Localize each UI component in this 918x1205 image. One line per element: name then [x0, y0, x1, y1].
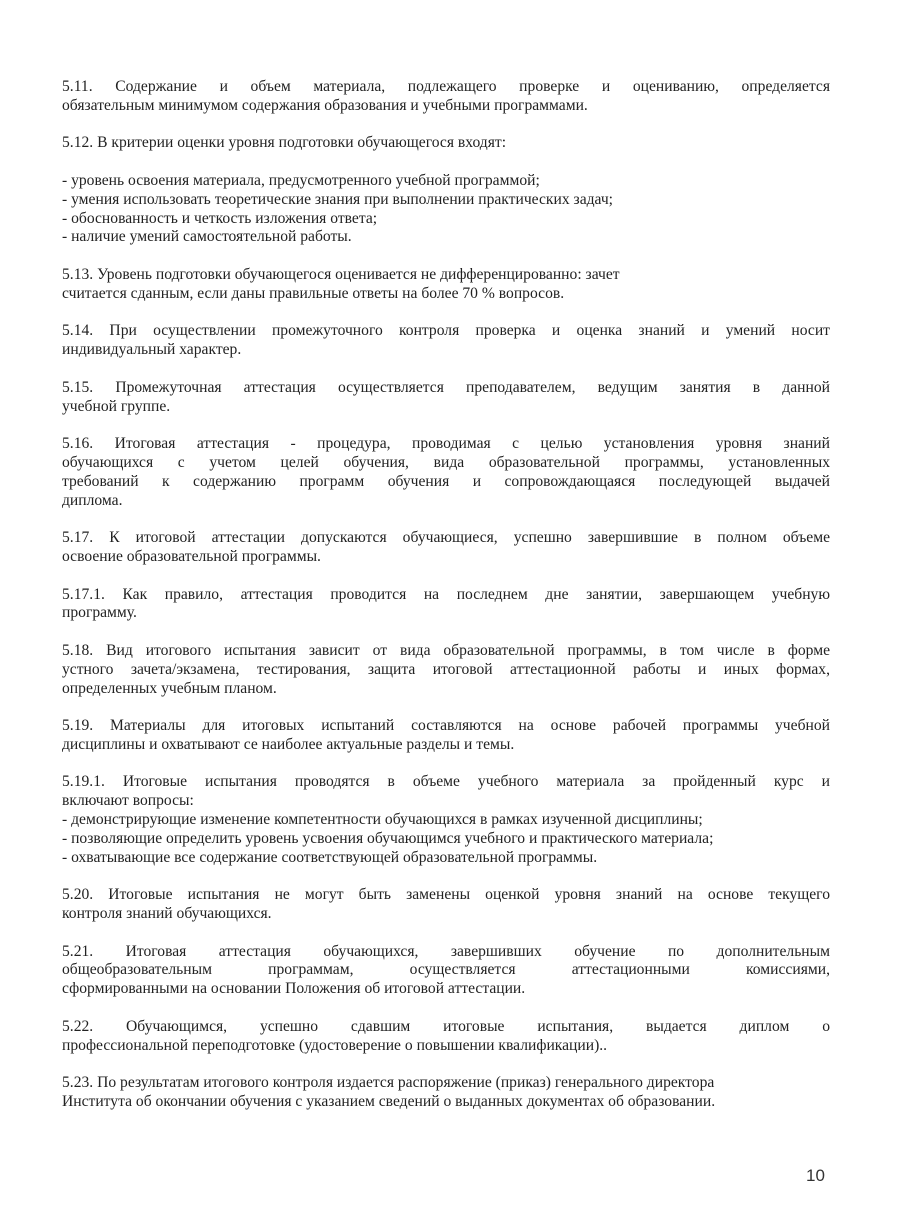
- text-line: 5.22. Обучающимся, успешно сдавшим итоговые испытания, выдается диплом о: [62, 1017, 830, 1035]
- text-line: учебной группе.: [62, 397, 171, 415]
- paragraph-5-19-1: [62, 773, 830, 867]
- text-line: устного зачета/экзамена, тестирования, защита итоговой аттестационной работы и иных формах,: [62, 660, 830, 678]
- text-line: 5.20. Итоговые испытания не могут быть заменены оценкой уровня знаний на основе текущего: [62, 886, 830, 904]
- text-line: включают вопросы:: [62, 792, 194, 810]
- text-line: 5.13. Уровень подготовки обучающегося оценивается не дифференцированно: зачет: [62, 265, 620, 283]
- paragraph-5-17-1: [62, 586, 830, 624]
- text-line: 5.18. Вид итогового испытания зависит от вида образовательной программы, в том числе в форме: [62, 641, 830, 659]
- list-item: - обоснованность и четкость изложения ответа;: [62, 209, 378, 227]
- paragraph-5-23: [62, 1074, 830, 1112]
- text-line: программу.: [62, 604, 137, 622]
- list-item: - позволяющие определить уровень усвоения обучающимся учебного и практического материала;: [62, 829, 714, 847]
- text-line: 5.21. Итоговая аттестация обучающихся, завершивших обучение по дополнительным: [62, 942, 830, 960]
- text-line: 5.17.1. Как правило, аттестация проводится на последнем дне занятии, завершающем учебную: [62, 585, 830, 603]
- text-line: 5.11. Содержание и объем материала, подлежащего проверке и оцениванию, определяется: [62, 78, 830, 95]
- text-line: диплома.: [62, 491, 123, 509]
- text-line: Института об окончании обучения с указанием сведений о выданных документах об образовании.: [62, 1093, 716, 1111]
- paragraph-5-16: [62, 435, 830, 510]
- text-line: индивидуальный характер.: [62, 341, 242, 359]
- list-item: - охватывающие все содержание соответствующей образовательной программы.: [62, 848, 598, 866]
- text-line: 5.16. Итоговая аттестация - процедура, проводимая с целью установления уровня знаний: [62, 435, 830, 453]
- paragraph-5-14: [62, 322, 830, 360]
- paragraph-5-11: [62, 78, 830, 116]
- paragraph-5-19: [62, 717, 830, 755]
- list-item: - демонстрирующие изменение компетентности обучающихся в рамках изученной дисциплины;: [62, 811, 703, 829]
- text-line: сформированными на основании Положения об итоговой аттестации.: [62, 980, 526, 998]
- text-line: освоение образовательной программы.: [62, 547, 321, 565]
- text-line: контроля знаний обучающихся.: [62, 905, 272, 923]
- paragraph-5-15: [62, 379, 830, 417]
- criteria-list: [62, 172, 830, 247]
- paragraph-5-13: [62, 266, 830, 304]
- paragraph-5-18: [62, 642, 830, 698]
- list-item: - наличие умений самостоятельной работы.: [62, 228, 352, 246]
- text-line: 5.23. По результатам итогового контроля издается распоряжение (приказ) генерального директора: [62, 1074, 715, 1092]
- paragraph-5-21: [62, 943, 830, 999]
- text-line: требований к содержанию программ обучения и сопровождающаяся последующей выдачей: [62, 472, 830, 490]
- text-line: 5.12. В критерии оценки уровня подготовки обучающегося входят:: [62, 134, 507, 152]
- paragraph-5-22: [62, 1018, 830, 1056]
- page-number: 10: [806, 1166, 825, 1185]
- document-body: [62, 78, 830, 1131]
- text-line: считается сданным, если даны правильные ответы на более 70 % вопросов.: [62, 284, 565, 302]
- paragraph-5-17: [62, 529, 830, 567]
- text-line: 5.19. Материалы для итоговых испытаний составляются на основе рабочей программы учебной: [62, 717, 830, 735]
- text-line: определенных учебным планом.: [62, 679, 277, 697]
- text-line: 5.19.1. Итоговые испытания проводятся в объеме учебного материала за пройденный курс и: [62, 773, 830, 791]
- text-line: обучающихся с учетом целей обучения, вида образовательной программы, установленных: [62, 453, 830, 471]
- text-line: обязательным минимумом содержания образования и учебными программами.: [62, 96, 588, 114]
- text-line: 5.15. Промежуточная аттестация осуществляется преподавателем, ведущим занятия в данной: [62, 378, 830, 396]
- list-item: - умения использовать теоретические знания при выполнении практических задач;: [62, 190, 614, 208]
- paragraph-5-20: [62, 886, 830, 924]
- text-line: дисциплины и охватывают се наиболее актуальные разделы и темы.: [62, 735, 515, 753]
- text-line: общеобразовательным программам, осуществляется аттестационными комиссиями,: [62, 961, 830, 979]
- text-line: 5.17. К итоговой аттестации допускаются обучающиеся, успешно завершившие в полном объеме: [62, 529, 830, 547]
- paragraph-5-12: [62, 134, 830, 153]
- text-line: 5.14. При осуществлении промежуточного контроля проверка и оценка знаний и умений носит: [62, 322, 830, 340]
- text-line: профессиональной переподготовке (удостоверение о повышении квалификации)..: [62, 1036, 608, 1054]
- list-item: - уровень освоения материала, предусмотренного учебной программой;: [62, 171, 540, 189]
